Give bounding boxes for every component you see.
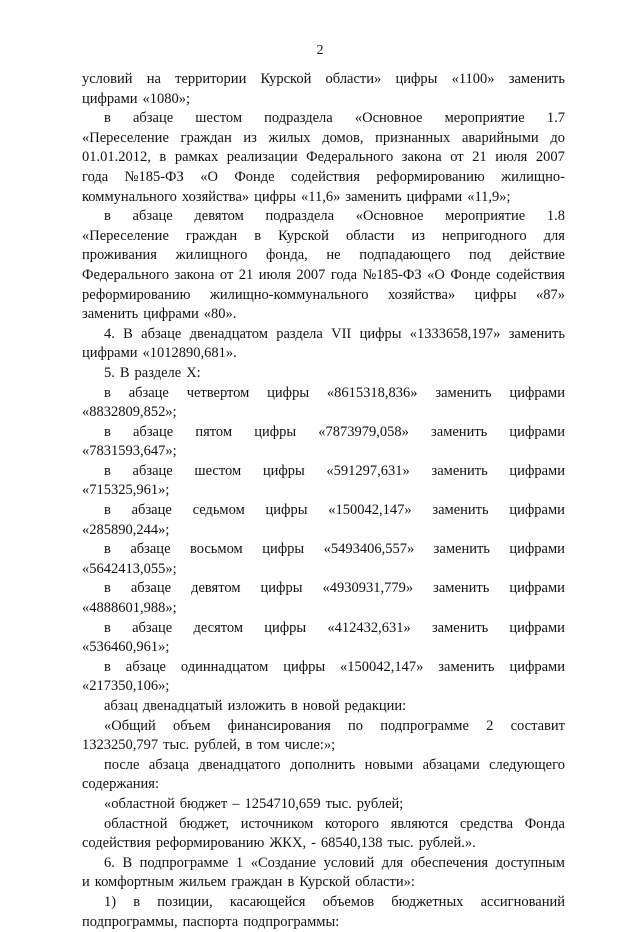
text-line: в абзаце девятом цифры «4930931,779» заменить цифрами [104,580,565,597]
text-line: 01.01.2012, в рамках реализации Федерального закона от 21 июля 2007 [82,149,565,166]
text-line: «5642413,055»; [82,560,177,577]
text-line: проживания жилищного фонда, не подпадающего под действие [82,247,565,264]
text-line: областной бюджет, источником которого являются средства Фонда [104,815,565,832]
text-line: реформированию жилищно-коммунального хозяйства» цифры «87» [82,286,565,303]
text-line: в абзаце шестом цифры «591297,631» заменить цифрами [104,462,565,479]
text-line: в абзаце десятом цифры «412432,631» заменить цифрами [104,619,565,636]
text-line: 6. В подпрограмме 1 «Создание условий для обеспечения доступным [104,854,565,871]
text-line: «4888601,988»; [82,600,177,617]
text-line: и комфортным жильем граждан в Курской области»: [82,874,415,891]
text-line: содержания: [82,776,160,793]
text-line: абзац двенадцатый изложить в новой редакции: [104,698,407,714]
text-line: «217350,106»; [82,678,170,695]
text-line: цифрами «1012890,681». [82,345,237,362]
text-line: цифрами «1080»; [82,90,191,107]
text-line: в абзаце пятом цифры «7873979,058» заменить цифрами [104,423,565,440]
text-line: в абзаце шестом подраздела «Основное мероприятие 1.7 [104,110,565,127]
text-line: «областной бюджет – 1254710,659 тыс. рублей; [104,795,404,812]
text-line: «Переселение граждан из жилых домов, признанных аварийными до [82,129,565,146]
text-line: «536460,961»; [82,639,170,656]
text-line: в абзаце восьмом цифры «5493406,557» заменить цифрами [104,541,565,558]
text-line: условий на территории Курской области» цифры «1100» заменить [82,71,565,87]
text-line: 1) в позиции, касающейся объемов бюджетных ассигнований [104,893,565,910]
text-line: в абзаце четвертом цифры «8615318,836» заменить цифрами [104,384,565,401]
text-line: заменить цифрами «80». [82,306,237,323]
document-body [82,70,565,932]
text-line: 5. В разделе X: [104,364,201,381]
text-line: в абзаце девятом подраздела «Основное мероприятие 1.8 [104,208,565,225]
text-line: Федерального закона от 21 июля 2007 года №185-ФЗ «О Фонде содействия [82,266,565,283]
text-line: в абзаце одиннадцатом цифры «150042,147» заменить цифрами [104,658,565,675]
text-line: 4. В абзаце двенадцатом раздела VII цифры «1333658,197» заменить [104,325,565,342]
text-line: подпрограммы, паспорта подпрограммы: [82,913,340,930]
text-line: «8832809,852»; [82,404,177,421]
text-line: коммунального хозяйства» цифры «11,6» заменить цифрами «11,9»; [82,188,511,205]
page-number: 2 [316,43,324,58]
text-line: «7831593,647»; [82,443,177,460]
text-line: «Общий объем финансирования по подпрограмме 2 составит [104,717,565,734]
text-line: «Переселение граждан в Курской области из непригодного для [82,227,565,244]
text-line: года №185-ФЗ «О Фонде содействия реформированию жилищно- [82,168,565,185]
text-line: «285890,244»; [82,521,170,538]
text-line: 1323250,797 тыс. рублей, в том числе:»; [82,737,336,754]
text-line: после абзаца двенадцатого дополнить новыми абзацами следующего [104,756,565,773]
text-line: содействия реформированию ЖКХ, - 68540,138 тыс. рублей.». [82,835,476,852]
text-line: «715325,961»; [82,482,170,499]
text-line: в абзаце седьмом цифры «150042,147» заменить цифрами [104,502,565,519]
